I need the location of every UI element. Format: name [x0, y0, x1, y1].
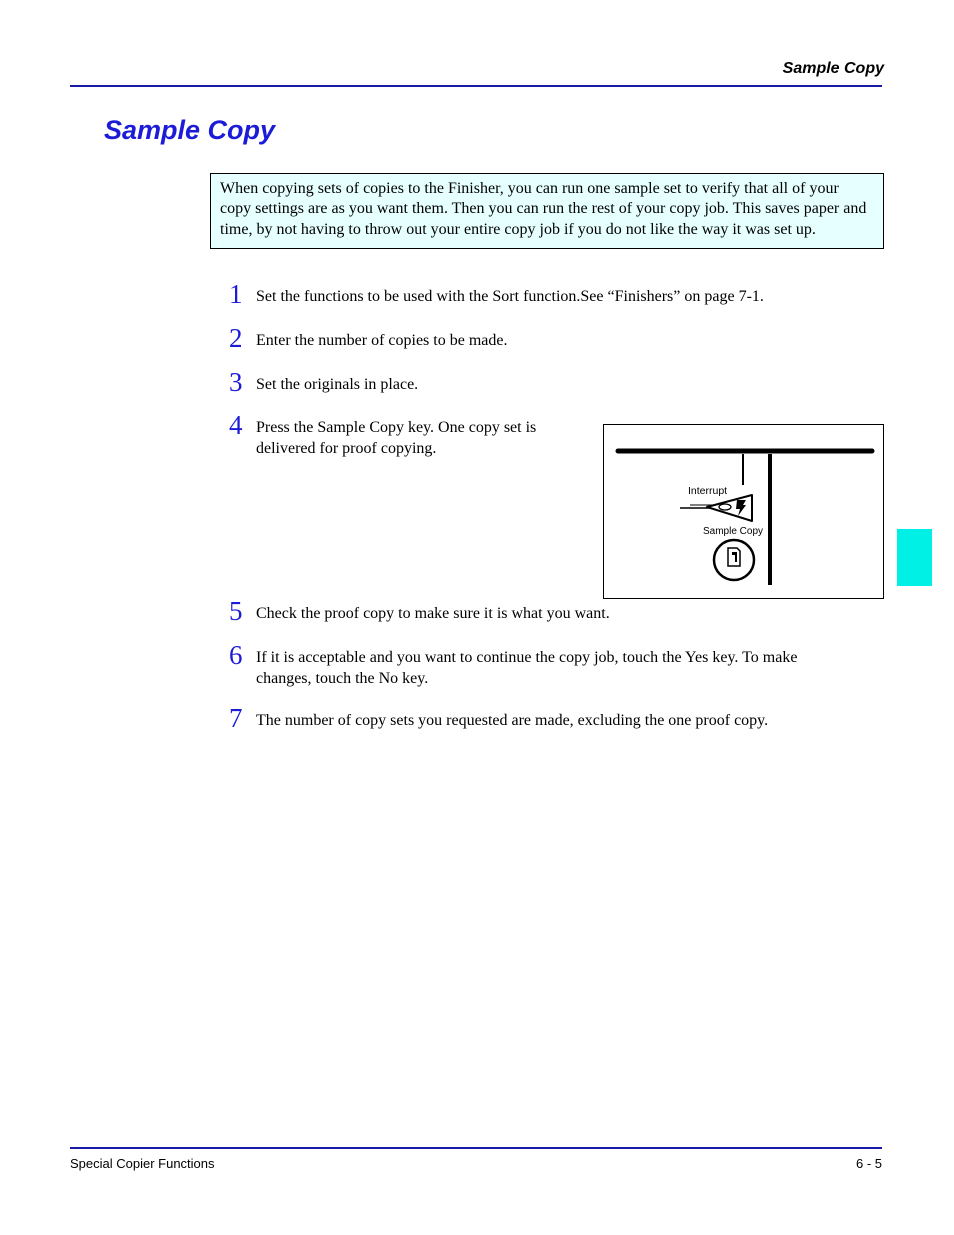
step-number: 2 — [229, 323, 243, 353]
step-text: If it is acceptable and you want to continue the copy job, touch the Yes key. To make changes, touch the No key. — [256, 649, 798, 687]
sample-copy-label: Sample Copy — [703, 526, 764, 537]
step-text: Check the proof copy to make sure it is what you want. — [256, 605, 610, 622]
step-number: 4 — [229, 410, 243, 440]
interrupt-label: Interrupt — [688, 485, 728, 497]
step-text: Enter the number of copies to be made. — [256, 332, 508, 349]
header-rule — [70, 85, 882, 87]
footer-section-title: Special Copier Functions — [70, 1156, 215, 1171]
step-number: 5 — [229, 596, 243, 626]
chapter-tab — [897, 529, 932, 586]
step-text: Set the originals in place. — [256, 376, 419, 393]
control-panel-drawing — [604, 425, 883, 598]
footer-page-number: 6 - 5 — [855, 1156, 882, 1171]
step-number: 6 — [229, 640, 243, 670]
control-panel-illustration — [603, 424, 884, 599]
page-title: Sample Copy — [104, 115, 276, 145]
sample-copy-key-icon — [714, 540, 754, 580]
step-text: Set the functions to be used with the Sort function.See “Finishers” on page 7-1. — [256, 288, 764, 305]
interrupt-key-icon — [707, 495, 752, 521]
step-number: 1 — [229, 279, 243, 309]
intro-note: When copying sets of copies to the Finisher, you can run one sample set to verify that all of your copy settings are as you want them. Then you can run the rest of your copy job. This saves paper and time, by not having to throw out your entire copy job if you do not like the way it was set up. — [210, 173, 884, 249]
footer-rule — [70, 1147, 882, 1149]
step-number: 7 — [229, 703, 243, 733]
step-number: 3 — [229, 367, 243, 397]
step-text: Press the Sample Copy key. One copy set is delivered for proof copying. — [256, 419, 537, 457]
running-header-title: Sample Copy — [782, 60, 884, 77]
step-text: The number of copy sets you requested are made, excluding the one proof copy. — [256, 712, 769, 729]
